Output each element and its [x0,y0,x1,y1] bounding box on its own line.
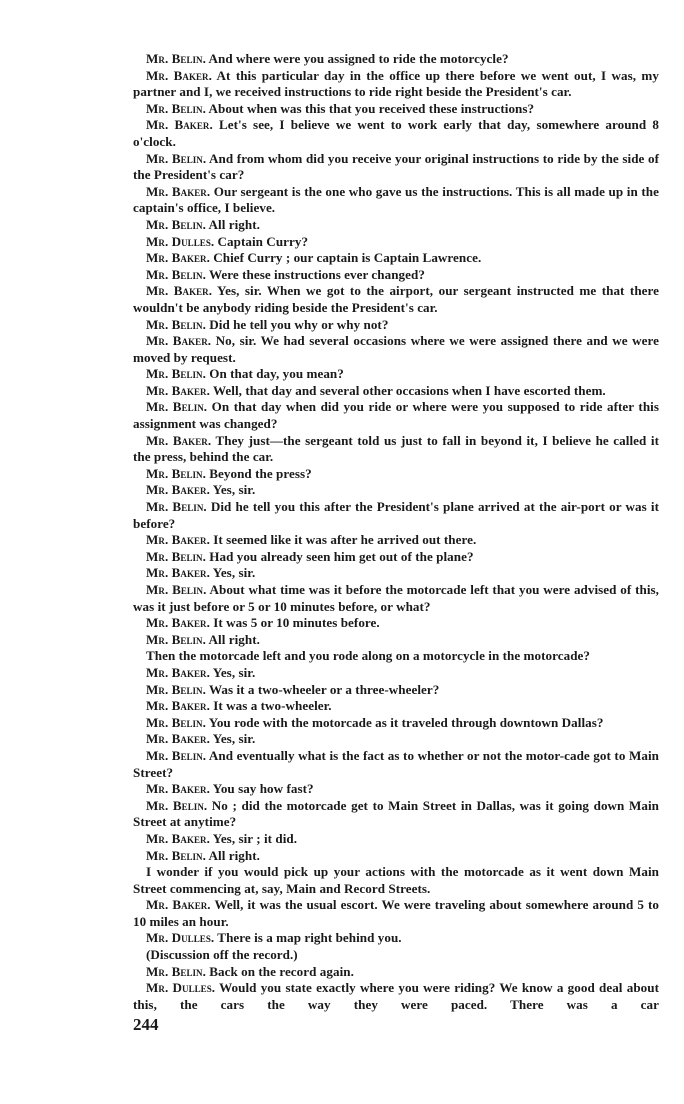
testimony-text: On that day, you mean? [205,366,344,382]
testimony-text: (Discussion off the record.) [146,947,298,963]
testimony-paragraph [133,317,659,334]
speaker-name: Mr. Belin. [146,963,206,979]
testimony-text: Was it a two-wheeler or a three-wheeler? [205,681,440,697]
testimony-text: No ; did the motorcade get to Main Street in Dallas, was it going down Main Street at anytime? [133,797,659,830]
testimony-text: And from whom did you receive your original instructions to ride by the side of the President's car? [133,150,659,183]
testimony-text: They just—the sergeant told us just to fall in beyond it, I believe he called it the press, behind the car. [133,432,659,465]
testimony-paragraph [133,582,659,615]
testimony-text: Chief Curry ; our captain is Captain Lawrence. [209,250,482,266]
speaker-name: Mr. Baker. [146,117,213,133]
testimony-paragraph [133,399,659,432]
testimony-paragraph [133,184,659,217]
testimony-paragraph [133,234,659,251]
testimony-text: Yes, sir. [209,664,256,680]
speaker-name: Mr. Belin. [146,548,206,564]
testimony-text: It was 5 or 10 minutes before. [209,615,380,631]
testimony-paragraph [133,532,659,549]
testimony-text: And eventually what is the fact as to whether or not the motor-cade got to Main Street? [133,747,659,780]
speaker-name: Mr. Baker. [146,615,210,631]
testimony-paragraph [133,267,659,284]
testimony-text: Yes, sir ; it did. [209,830,298,846]
testimony-text: Let's see, I believe we went to work early that day, somewhere around 8 o'clock. [133,117,659,149]
testimony-text: Yes, sir. [209,482,256,498]
speaker-name: Mr. Baker. [146,183,211,199]
speaker-name: Mr. Baker. [146,731,210,747]
testimony-paragraph [133,383,659,400]
speaker-name: Mr. Belin. [146,216,206,232]
testimony-paragraph [133,433,659,466]
speaker-name: Mr. Belin. [146,399,208,415]
testimony-text: Our sergeant is the one who gave us the instructions. This is all made up in the captain's office, I believe. [133,183,660,216]
testimony-paragraph [133,283,659,316]
testimony-text: On that day when did you ride or where were you supposed to ride after this assignment was changed? [133,399,659,432]
speaker-name: Mr. Belin. [146,631,206,647]
testimony-paragraph [133,466,659,483]
testimony-text: No, sir. We had several occasions where we were assigned there and we were moved by request. [133,333,659,365]
testimony-text: You rode with the motorcade as it traveled through downtown Dallas? [205,714,604,730]
testimony-paragraph [133,698,659,715]
testimony-text: It seemed like it was after he arrived out there. [209,532,477,548]
testimony-text: Did he tell you this after the President's plane arrived at the air-port or was it before? [133,499,659,531]
testimony-paragraph [133,798,659,831]
testimony-paragraph [133,947,659,964]
speaker-name: Mr. Baker. [146,482,210,498]
testimony-paragraph [133,217,659,234]
speaker-name: Mr. Baker. [146,897,211,913]
testimony-text: All right. [205,631,260,647]
speaker-name: Mr. Baker. [146,67,212,83]
testimony-paragraph [133,51,659,68]
speaker-name: Mr. Dulles. [146,980,216,996]
speaker-name: Mr. Baker. [146,565,210,581]
testimony-paragraph [133,731,659,748]
testimony-text: All right. [205,216,260,232]
testimony-text: At this particular day in the office up there before we went out, I was, my partner and I, we received instructions to ride right beside the President's car. [133,67,659,100]
speaker-name: Mr. Belin. [146,714,206,730]
speaker-name: Mr. Dulles. [146,930,215,946]
speaker-name: Mr. Belin. [146,366,206,382]
testimony-text: Had you already seen him get out of the plane? [205,548,474,564]
speaker-name: Mr. Belin. [146,316,206,332]
testimony-text: Well, it was the usual escort. We were traveling about somewhere around 5 to 10 miles an hour. [133,897,659,929]
testimony-text: It was a two-wheeler. [209,698,332,714]
testimony-paragraph [133,682,659,699]
speaker-name: Mr. Belin. [146,847,206,863]
testimony-text: And where were you assigned to ride the motorcycle? [205,51,509,66]
testimony-text: You say how fast? [209,781,314,797]
testimony-paragraph [133,101,659,118]
testimony-paragraph [133,930,659,947]
testimony-text: Back on the record again. [205,963,354,979]
speaker-name: Mr. Baker. [146,830,210,846]
speaker-name: Mr. Baker. [146,532,210,548]
testimony-text: Did he tell you why or why not? [205,316,389,332]
testimony-paragraph [133,117,659,150]
testimony-text: Were these instructions ever changed? [205,266,425,282]
testimony-paragraph [133,565,659,582]
speaker-name: Mr. Baker. [146,283,213,299]
testimony-paragraph [133,549,659,566]
speaker-name: Mr. Belin. [146,150,207,166]
testimony-paragraph [133,897,659,930]
speaker-name: Mr. Belin. [146,100,206,116]
testimony-paragraph [133,151,659,184]
testimony-paragraph [133,781,659,798]
testimony-text: About when was this that you received these instructions? [205,100,535,116]
speaker-name: Mr. Belin. [146,51,206,66]
testimony-text: Would you state exactly where you were riding? We know a good deal about this, the cars the way they were paced. There was a car [133,980,659,1012]
testimony-paragraph [133,648,659,665]
testimony-paragraph [133,366,659,383]
testimony-text: Then the motorcade left and you rode along on a motorcycle in the motorcade? [146,648,590,664]
speaker-name: Mr. Belin. [146,681,206,697]
testimony-paragraph [133,615,659,632]
speaker-name: Mr. Belin. [146,266,206,282]
speaker-name: Mr. Baker. [146,698,210,714]
testimony-text: Well, that day and several other occasions when I have escorted them. [209,382,606,398]
testimony-paragraph [133,665,659,682]
testimony-paragraph [133,864,659,897]
testimony-paragraph [133,482,659,499]
speaker-name: Mr. Belin. [146,582,207,597]
speaker-name: Mr. Belin. [146,747,207,763]
speaker-name: Mr. Baker. [146,664,210,680]
testimony-text: I wonder if you would pick up your actions with the motorcade as it went down Main Street commencing at, say, Main and Record Streets. [133,864,659,896]
testimony-paragraph [133,748,659,781]
testimony-paragraph [133,831,659,848]
testimony-paragraph [133,333,659,366]
testimony-text: Yes, sir. [209,565,256,581]
page-number: 244 [133,1015,159,1034]
speaker-name: Mr. Baker. [146,250,210,266]
speaker-name: Mr. Baker. [146,432,212,448]
speaker-name: Mr. Dulles. [146,233,215,249]
testimony-paragraph [133,499,659,532]
speaker-name: Mr. Belin. [146,499,207,515]
testimony-text: Yes, sir. [209,731,256,747]
testimony-text: Yes, sir. When we got to the airport, our sergeant instructed me that there wouldn't be anybody riding beside the President's car. [133,283,660,315]
speaker-name: Mr. Baker. [146,781,210,797]
testimony-paragraph [133,715,659,732]
speaker-name: Mr. Baker. [146,333,212,349]
testimony-paragraph [133,250,659,267]
testimony-text: There is a map right behind you. [214,930,402,946]
testimony-text: All right. [205,847,260,863]
testimony-paragraph [133,980,659,1013]
testimony-paragraph [133,68,659,101]
testimony-text: Beyond the press? [205,465,312,481]
testimony-paragraph [133,964,659,981]
testimony-page-body [133,51,659,1013]
testimony-text: About what time was it before the motorcade left that you were advised of this, was it just before or 5 or 10 minutes before, or what? [133,582,659,614]
speaker-name: Mr. Belin. [146,465,206,481]
speaker-name: Mr. Baker. [146,382,210,398]
speaker-name: Mr. Belin. [146,797,208,813]
testimony-text: Captain Curry? [214,233,309,249]
testimony-paragraph [133,632,659,649]
testimony-paragraph [133,848,659,865]
